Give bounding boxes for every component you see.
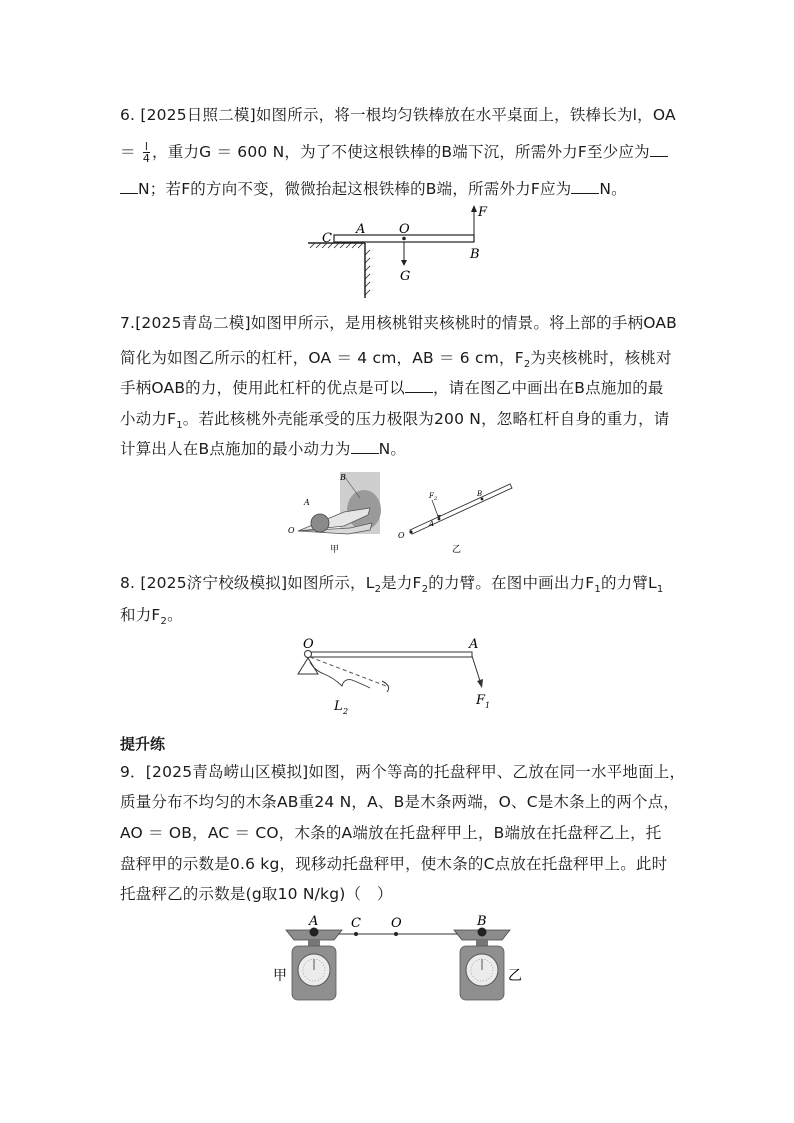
q8-l2-end: [382, 681, 389, 692]
q9-line-2: 质量分布不均匀的木条AB重24 N，A、B是木条两端，O、C是木条上的两个点，: [120, 793, 680, 811]
q9-scale-yi: [454, 928, 510, 1001]
q6-gravity-arrow: [401, 260, 407, 266]
q8-label-o: O: [303, 637, 314, 652]
q7-blank-1[interactable]: [405, 380, 433, 393]
q9-point-c: [354, 932, 358, 936]
q7-line-3: [120, 376, 664, 398]
q8-label-f-sub: 1: [485, 701, 491, 710]
q9-label-jia: 甲: [273, 968, 287, 984]
q6-blank-1b[interactable]: [120, 181, 138, 194]
q7-line-1: 7.[2025青岛二模]如图甲所示，是用核桃钳夹核桃时的情景。将上部的手柄OAB: [120, 314, 677, 332]
q7-blank-2[interactable]: [351, 441, 379, 454]
q6-label-f: F: [478, 205, 488, 220]
q8-line-2-b: 。: [167, 606, 183, 624]
q6-figure: [300, 198, 500, 302]
q6-point-o: [402, 237, 406, 241]
q7-line-4-sub: 1: [176, 420, 183, 432]
q8-label-l-sub: 2: [343, 707, 349, 716]
q6-label-o: O: [399, 222, 410, 237]
q6-line-3-text: N；若F的方向不变，微微抬起这根铁棒的B端，所需外力F应为: [138, 180, 572, 198]
q7-line-3-a: 手柄OAB的力，使用此杠杆的优点是可以: [120, 379, 405, 397]
q9-point-o: [394, 932, 398, 936]
q7-lever-point-o: [409, 530, 412, 533]
q6-label-b: B: [470, 247, 480, 262]
q8-l2-dashed: [310, 657, 386, 686]
q7-line-5-b: N。: [378, 440, 407, 458]
q6-blank-1a[interactable]: [650, 144, 668, 157]
q8-f1-line: [472, 656, 481, 684]
q6-fraction: [143, 141, 150, 164]
q8-line-2: [120, 603, 183, 627]
q7-line-2-sub: 2: [523, 359, 531, 371]
q6-line-2: [120, 140, 668, 164]
q7-label-yi: 乙: [452, 545, 462, 555]
q8-sub-4: 1: [656, 584, 664, 596]
q7-label-jia: 甲: [330, 545, 340, 555]
q6-line-2-text: ，重力G ＝ 600 N，为了不使这根铁棒的B端下沉，所需外力F至少应为: [152, 143, 650, 161]
q9-line-4: 盘秤甲的示数是0.6 kg，现移动托盘秤甲，使木条的C点放在托盘秤甲上。此时: [120, 855, 668, 873]
q9-line-3: AO ＝ OB，AC ＝ CO，木条的A端放在托盘秤甲上，B端放在托盘秤乙上，托: [120, 824, 662, 842]
q8-figure: [286, 634, 506, 724]
q8-label-a: A: [469, 637, 479, 652]
q7-line-5-a: 计算出人在B点施加的最小动力为: [120, 440, 351, 458]
q7-lever-point-b: [481, 498, 484, 501]
q8-line-1-d: 的力臂L: [600, 574, 657, 592]
q7-photo-label-a: A: [304, 498, 310, 507]
q6-line-3-end: N。: [599, 180, 627, 198]
q7-lever-label-b: B: [477, 490, 483, 498]
q9-label-yi: 乙: [508, 968, 522, 984]
q7-line-3-b: ，请在图乙中画出在B点施加的最: [432, 379, 664, 397]
q8-label-l: L: [334, 699, 343, 714]
q7-photo-label-b: B: [340, 473, 346, 482]
q7-photo-label-o: O: [288, 526, 295, 535]
q6-line-1: 6. [2025日照二模]如图所示，将一根均匀铁棒放在水平桌面上，铁棒长为l，OA: [120, 106, 676, 124]
q7-figure: [282, 468, 518, 560]
q7-lever-label-o: O: [398, 531, 405, 540]
q8-sub-1: 2: [374, 584, 382, 596]
q7-lever-label-f: F: [429, 492, 434, 500]
q7-lever-label-f-sub: 2: [434, 496, 438, 502]
q8-line-2-a: 和力F: [120, 606, 161, 624]
q8-sub-3: 1: [594, 584, 601, 596]
q7-line-2-b: 为夹核桃时，核桃对: [530, 349, 672, 367]
q9-line-1: 9．[2025青岛崂山区模拟]如图，两个等高的托盘秤甲、乙放在同一水平地面上，: [120, 763, 686, 781]
q8-lever-bar: [306, 652, 472, 657]
q9-label-o: O: [391, 916, 402, 931]
q6-eq: ＝: [120, 143, 136, 161]
q6-line-3: [120, 177, 627, 199]
q6-frac-den: 4: [142, 152, 151, 165]
section-title: 提升练: [120, 735, 166, 753]
q7-line-2: [120, 346, 672, 370]
q8-line-1-b: 是力F: [381, 574, 422, 592]
q8-support-triangle: [298, 658, 318, 674]
q6-label-g: G: [400, 269, 411, 284]
q8-line-1-c: 的力臂。在图中画出力F: [428, 574, 595, 592]
q9-label-b: B: [477, 914, 487, 929]
q9-label-c: C: [351, 916, 361, 931]
q7-lever-label-a: A: [429, 520, 435, 528]
q9-scale-jia: [286, 928, 342, 1001]
q9-line-5: 托盘秤乙的示数是(g取10 N/kg)（ ）: [120, 885, 393, 903]
q8-l2-brace: [310, 662, 370, 688]
q9-figure: [270, 912, 530, 1004]
q8-label-f: F: [476, 693, 486, 708]
q6-blank-2[interactable]: [571, 181, 599, 194]
q7-lever-bar: [410, 484, 512, 534]
q8-line-1: [120, 571, 663, 595]
q7-walnut: [311, 514, 329, 532]
q6-force-arrow: [471, 205, 477, 212]
q6-table-hatch: [310, 243, 370, 295]
q8-f1-arrow: [477, 679, 483, 688]
q7-line-2-a: 简化为如图乙所示的杠杆，OA ＝ 4 cm，AB ＝ 6 cm，F: [120, 349, 524, 367]
q8-line-1-a: 8. [2025济宁校级模拟]如图所示，L: [120, 574, 375, 592]
q7-line-4-b: 。若此核桃外壳能承受的压力极限为200 N，忽略杠杆自身的重力，请: [182, 410, 670, 428]
q7-lever-diagram: [398, 484, 512, 540]
q9-label-a: A: [309, 914, 319, 929]
q7-line-5: [120, 437, 406, 459]
q7-line-4-a: 小动力F: [120, 410, 177, 428]
q7-line-4: [120, 407, 670, 431]
q6-frac-num: l: [144, 140, 149, 153]
q6-label-a: A: [356, 222, 366, 237]
q8-sub-2: 2: [421, 584, 429, 596]
q8-line-2-sub: 2: [160, 616, 168, 628]
q6-label-c: C: [322, 231, 332, 246]
